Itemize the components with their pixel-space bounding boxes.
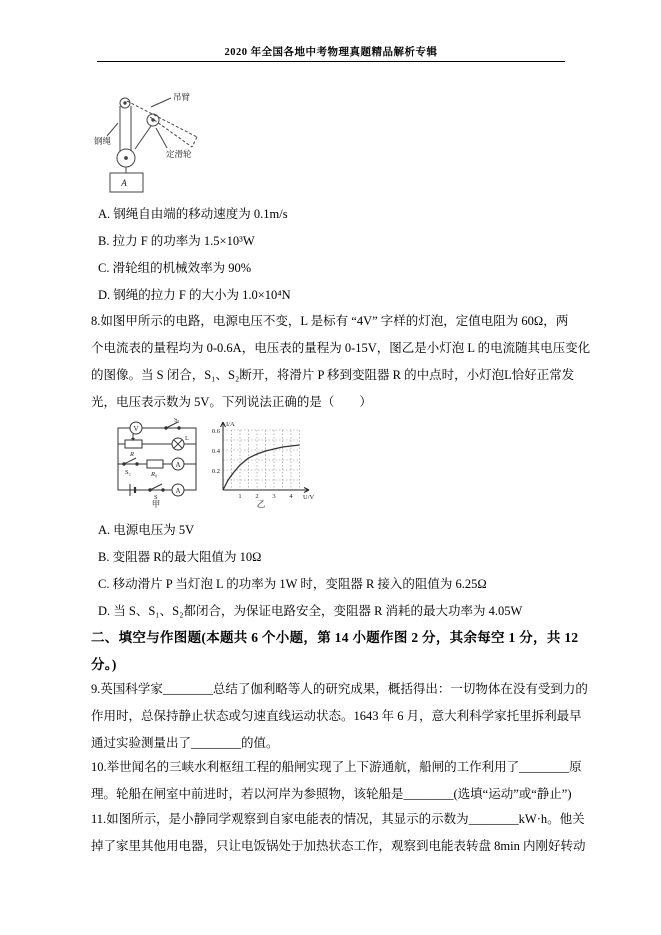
y-tick-0_4: 0.4 xyxy=(211,448,220,455)
q10-line-2: 理。轮船在闸室中前进时，若以河岸为参照物，该轮船是________(选填“运动”或“静止”) xyxy=(91,787,572,801)
load-label: A xyxy=(121,178,127,188)
main-switch-pivot xyxy=(149,489,151,491)
q11-line-1: 11.如图所示，是小静同学观察到自家电能表的情况，其显示的示数为________kW·h。他关 xyxy=(91,812,585,826)
resistor-label: R₀ xyxy=(151,471,158,478)
ammeter2-label: A xyxy=(175,487,181,495)
q8-option-a: A. 电源电压为 5V xyxy=(98,523,195,537)
q8-line-3: 的图像。当 S 闭合，S₁、S₂断开，将滑片 P 移到变阻器 R 的中点时，小灯泡L恰好正常发 xyxy=(91,368,575,382)
rope-diagonal xyxy=(135,126,151,149)
y-tick-0_2: 0.2 xyxy=(211,468,220,475)
rope-leader-line xyxy=(107,123,118,136)
top-pulley-axle xyxy=(124,102,126,104)
switch1-pivot xyxy=(165,427,167,429)
q8-option-b: B. 变阻器 R的最大阻值为 10Ω xyxy=(98,550,262,564)
switch2-pivot xyxy=(123,463,125,465)
x-tick-1: 1 xyxy=(238,493,242,500)
y-axis-label: I/A xyxy=(226,421,235,428)
switch1-contact xyxy=(178,427,180,429)
x-tick-3: 3 xyxy=(272,493,276,500)
q10-line-1: 10.举世闻名的三峡水利枢纽工程的船闸实现了上下游通航，船闸的工作利用了________原 xyxy=(91,760,582,774)
q8-line-4: 光，电压表示数为 5V。下列说法正确的是（ ） xyxy=(91,395,372,409)
crane-arm-line xyxy=(127,101,197,137)
graph-grid xyxy=(223,430,300,490)
page-title: 2020 年全国各地中考物理真题精品解析专辑 xyxy=(224,47,438,58)
q8-line-2: 个电流表的量程均为 0-0.6A，电压表的量程为 0-15V，图乙是小灯泡 L 的电流随其电压变化 xyxy=(91,341,591,355)
rheostat-body xyxy=(125,440,142,448)
main-switch-contact xyxy=(162,489,164,491)
lamp-label: L xyxy=(185,435,189,442)
main-switch-blade xyxy=(150,484,162,490)
q9-line-2: 作用时，总保持静止状态或匀速直线运动状态。1643 年 6 月，意大利科学家托里拆利最早 xyxy=(91,709,582,723)
header-rule xyxy=(97,61,565,62)
switch1-label: S₁ xyxy=(174,418,180,424)
lamp-iu-curve xyxy=(223,445,300,490)
section2-header-line-1: 二、填空与作图题(本题共 6 个小题，第 14 小题作图 2 分，其余每空 1 分，共 12 xyxy=(91,630,579,645)
x-axis-label: U/V xyxy=(303,494,315,501)
graph-caption: 乙 xyxy=(256,499,266,508)
crane-arm-label: 吊臂 xyxy=(173,92,191,102)
y-tick-0_6: 0.6 xyxy=(211,428,220,435)
ammeter-label: A xyxy=(175,461,181,469)
switch2-blade xyxy=(124,458,136,464)
arm-leader-line xyxy=(151,98,171,107)
q9-line-3: 通过实验测量出了________的值。 xyxy=(91,736,279,750)
pulley-leader-line xyxy=(156,128,167,148)
q8-option-d: D. 当 S、S₁、S₂都闭合，为保证电路安全，变阻器 R 消耗的最大功率为 4.05W xyxy=(98,604,523,618)
q9-line-1: 9.英国科学家________总结了伽利略等人的研究成果，概括得出：一切物体在没有受到力的 xyxy=(91,682,588,696)
rheostat-label: R xyxy=(130,451,134,458)
fixed-pulley-label: 定滑轮 xyxy=(166,149,192,159)
crane-arm-end xyxy=(192,137,197,147)
x-tick-2: 2 xyxy=(255,493,259,500)
moving-pulley-axle xyxy=(125,157,128,160)
q8-option-c: C. 移动滑片 P 当灯泡 L 的功率为 1W 时，变阻器 R 接入的阻值为 6.25Ω xyxy=(98,577,487,591)
voltmeter-label: V xyxy=(133,425,139,433)
q8-line-1: 8.如图甲所示的电路，电源电压不变，L 是标有 “4V” 字样的灯泡，定值电阻为 60Ω，两 xyxy=(91,314,569,328)
main-switch-label: S xyxy=(154,494,158,501)
q7-option-d: D. 钢绳的拉力 F 的大小为 1.0×10⁴N xyxy=(98,288,291,302)
q7-option-b: B. 拉力 F 的功率为 1.5×10³W xyxy=(98,234,255,248)
steel-rope-label: 钢绳 xyxy=(94,136,112,146)
q7-option-a: A. 钢绳自由端的移动速度为 0.1m/s xyxy=(98,207,288,221)
resistor-body xyxy=(147,460,163,468)
circuit-caption: 甲 xyxy=(151,499,161,508)
section2-header-line-2: 分。) xyxy=(91,657,117,672)
crane-arm-line2 xyxy=(150,117,192,147)
crane-pulley-figure xyxy=(93,87,211,193)
q11-line-2: 掉了家里其他用电器，只让电饭锅处于加热状态工作，观察到电能表转盘 8min 内刚好转动 xyxy=(91,839,586,853)
switch2-label: S₂ xyxy=(125,469,131,476)
q7-option-c: C. 滑轮组的机械效率为 90% xyxy=(98,261,252,275)
x-tick-4: 4 xyxy=(289,493,293,500)
switch2-contact xyxy=(136,463,138,465)
fixed-pulley-axle xyxy=(152,119,154,121)
lamp-iu-graph-figure xyxy=(203,416,318,508)
circuit-diagram-figure xyxy=(106,418,206,508)
